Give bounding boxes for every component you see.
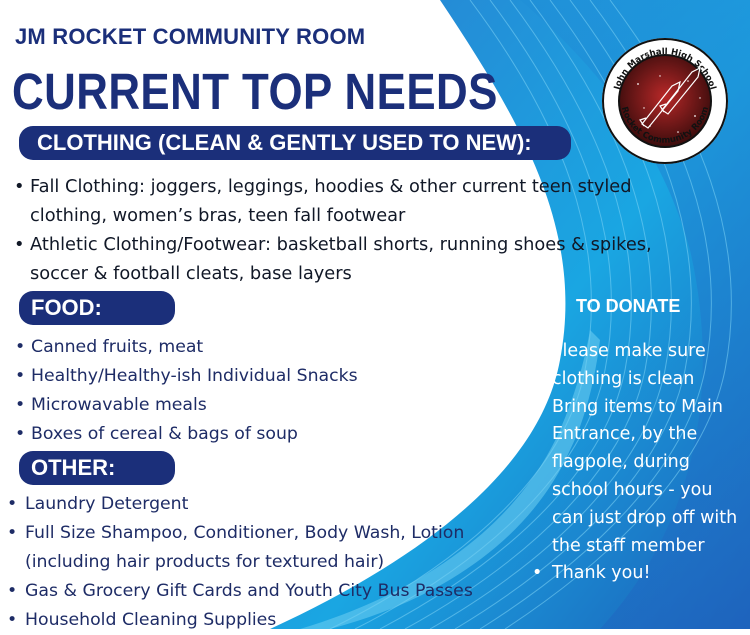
list-item: • Gas & Grocery Gift Cards and Youth City Bus Passes xyxy=(25,577,545,606)
food-section-title: FOOD: xyxy=(19,291,175,325)
organization-name: JM ROCKET COMMUNITY ROOM xyxy=(15,24,366,49)
list-item: • Fall Clothing: joggers, leggings, hoodies & other current teen styled clothing, women’s bras, teen fall footwear xyxy=(30,172,690,230)
list-item: • Full Size Shampoo, Conditioner, Body Wash, Lotion (including hair products for textured hair) xyxy=(25,519,545,577)
list-item: • Canned fruits, meat xyxy=(31,333,551,362)
page-title: CURRENT TOP NEEDS xyxy=(12,63,498,120)
list-item: • Healthy/Healthy-ish Individual Snacks xyxy=(31,362,551,391)
list-item: • Microwavable meals xyxy=(31,391,551,420)
logo-top-text: John Marshall High School xyxy=(612,46,718,91)
list-item: • Athletic Clothing/Footwear: basketball shorts, running shoes & spikes, soccer & football cleats, base layers xyxy=(30,230,690,288)
donate-title: TO DONATE xyxy=(576,296,681,316)
school-logo xyxy=(600,36,730,166)
logo-bottom-text: Rocket Community Room xyxy=(618,105,712,146)
list-item: • Thank you! xyxy=(552,560,742,588)
list-item: • Boxes of cereal & bags of soup xyxy=(31,420,551,449)
other-section-title: OTHER: xyxy=(19,451,175,485)
food-list xyxy=(31,333,551,449)
list-item: • Laundry Detergent xyxy=(25,490,545,519)
donate-list xyxy=(552,338,742,588)
list-item: • Household Cleaning Supplies xyxy=(25,606,545,635)
clothing-list xyxy=(30,172,690,288)
clothing-section-title: CLOTHING (CLEAN & GENTLY USED TO NEW): xyxy=(19,126,571,160)
other-list xyxy=(25,490,545,635)
list-item: • Please make sure clothing is clean xyxy=(552,338,742,394)
list-item: • Bring items to Main Entrance, by the flagpole, during school hours - you can just drop off with the staff member xyxy=(552,394,742,561)
